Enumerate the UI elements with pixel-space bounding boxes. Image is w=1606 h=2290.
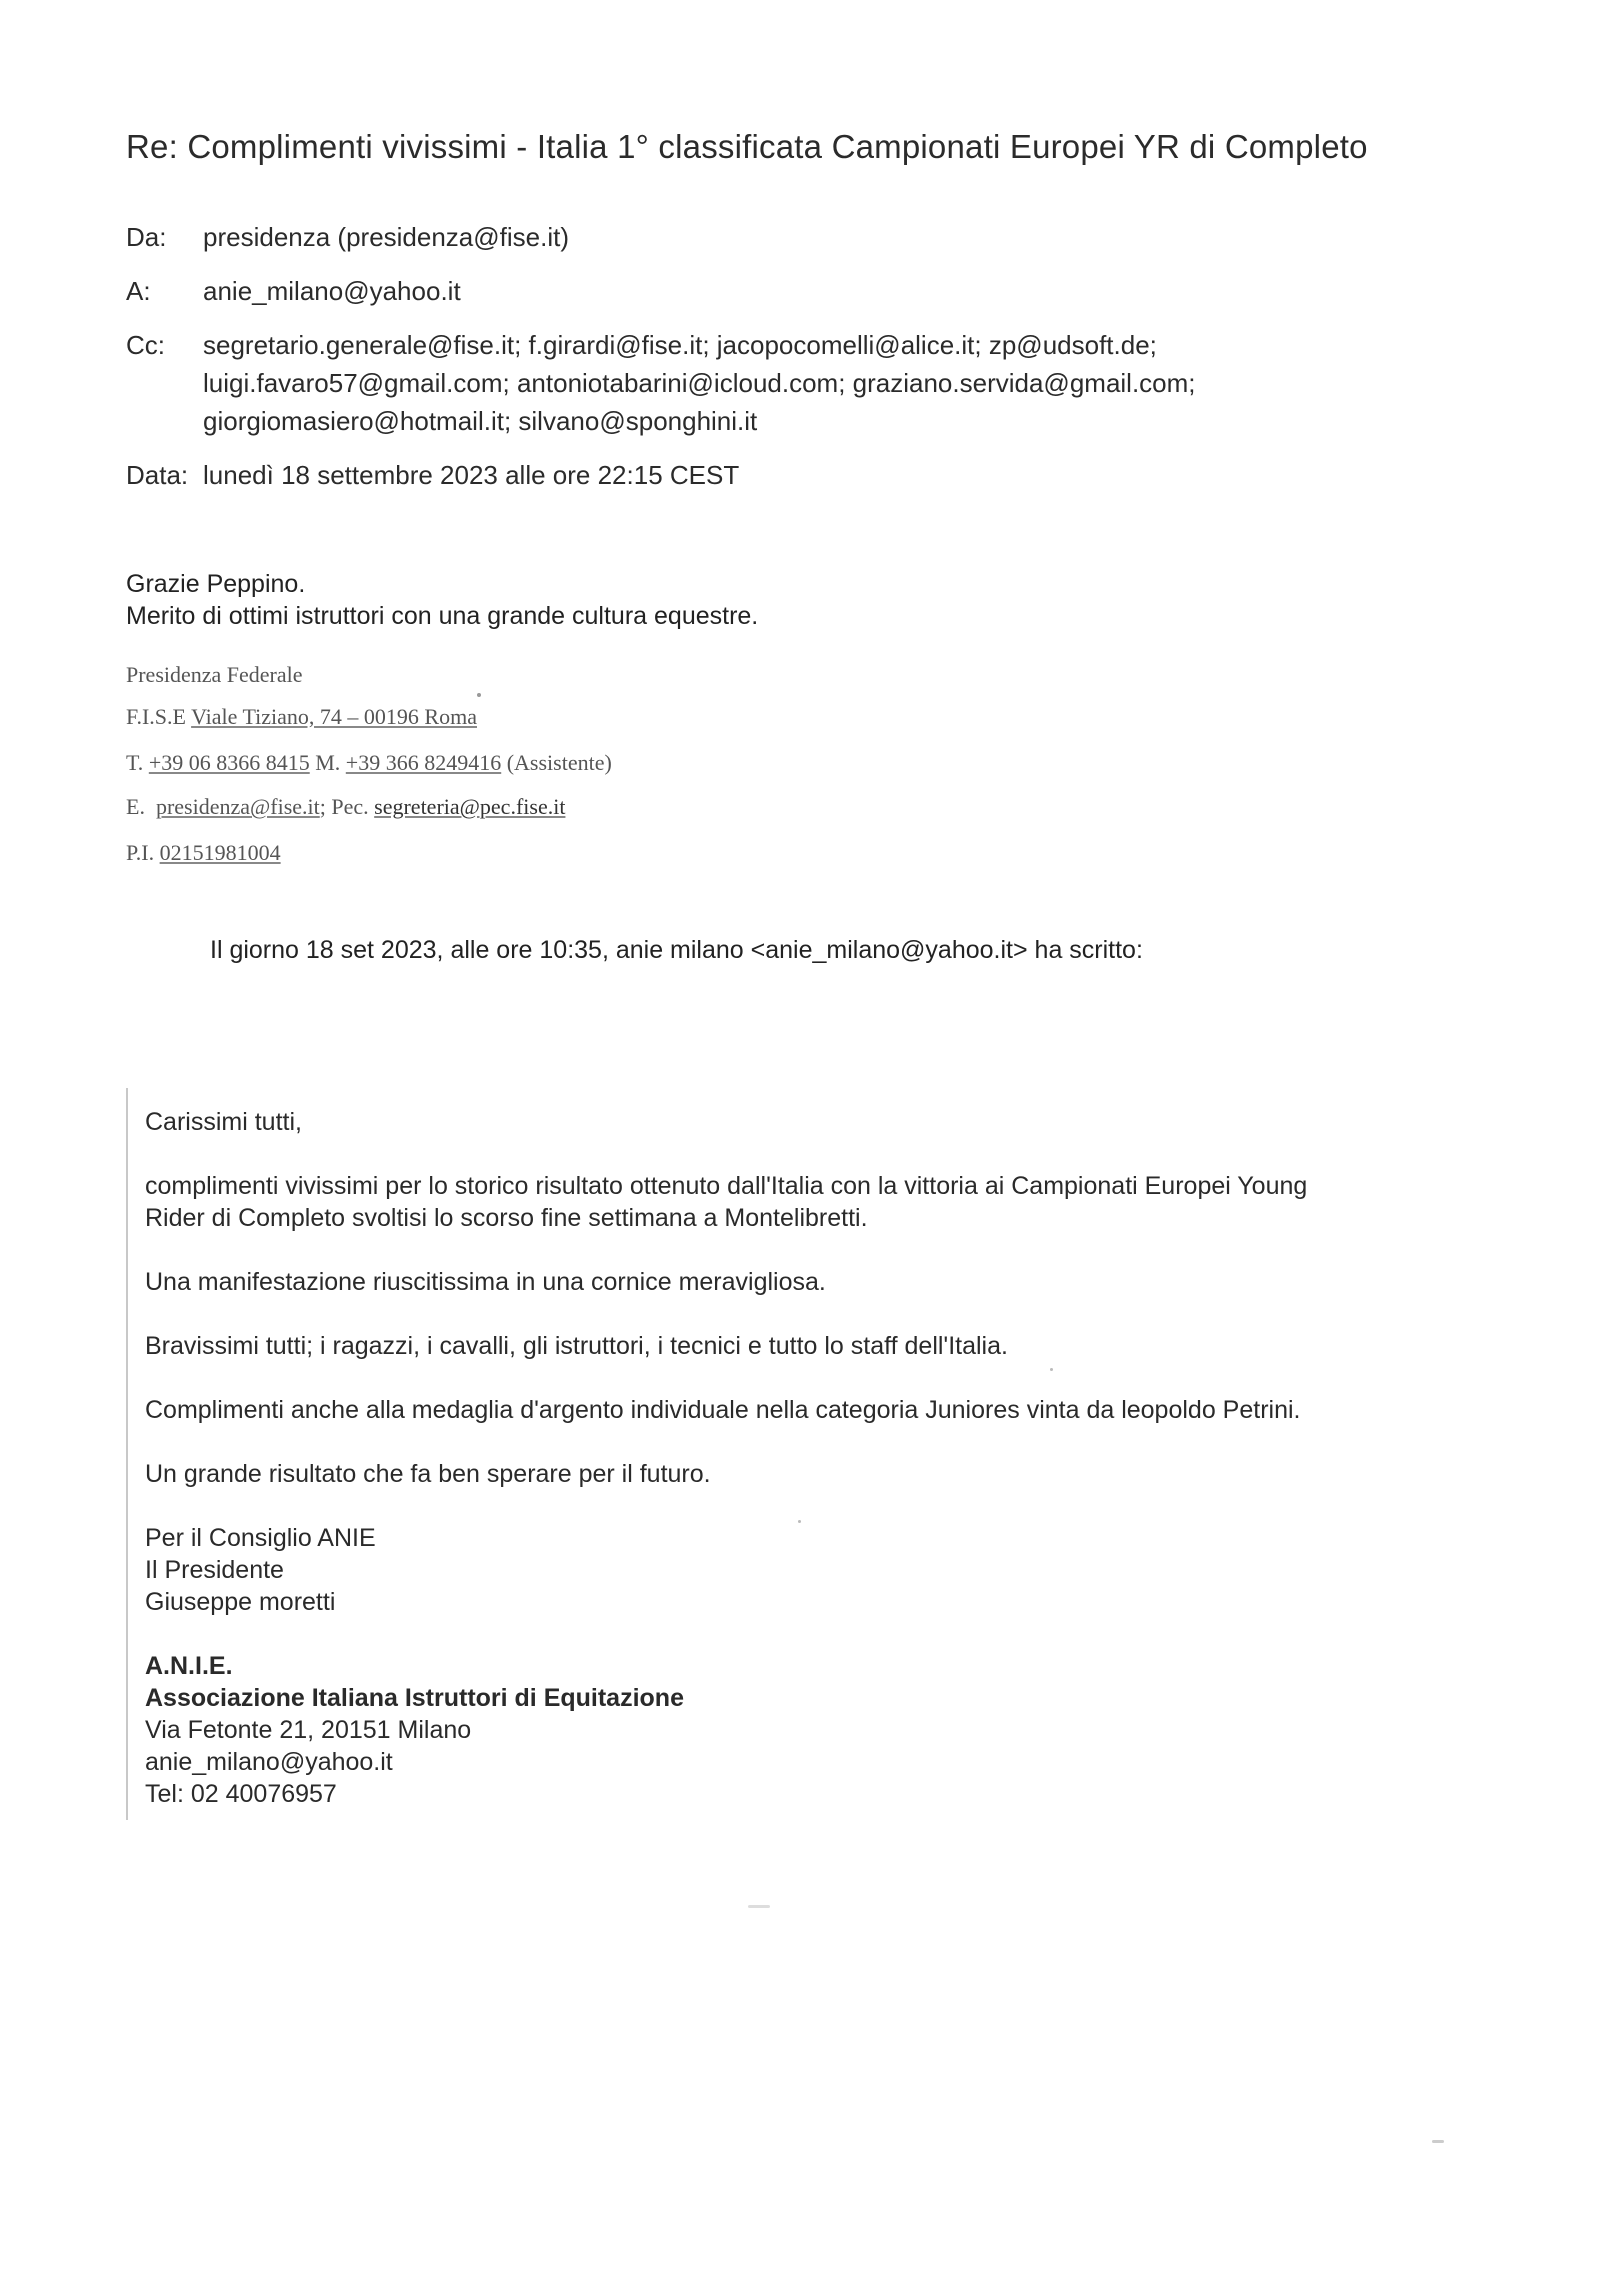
quoted-org-address: Via Fetonte 21, 20151 Milano: [145, 1716, 472, 1744]
scan-speck: [798, 1520, 801, 1523]
quoted-greeting: Carissimi tutti,: [145, 1108, 302, 1136]
signature-mobile[interactable]: +39 366 8249416: [345, 750, 502, 775]
signature-mobile-note: (Assistente): [506, 750, 612, 775]
signature-office: Presidenza Federale: [126, 662, 303, 687]
email-subject: Re: Complimenti vivissimi - Italia 1° classificata Campionati Europei YR di Completo: [126, 128, 1368, 165]
reply-line: Grazie Peppino.: [126, 570, 306, 598]
cc-label: Cc:: [126, 330, 165, 360]
quoted-org-full: Associazione Italiana Istruttori di Equitazione: [145, 1684, 684, 1712]
scan-speck: [1432, 2140, 1444, 2143]
scan-speck: [477, 693, 481, 697]
signature-email-link[interactable]: presidenza@fise.it: [155, 794, 320, 819]
quoted-org-short: A.N.I.E.: [145, 1652, 233, 1680]
scan-speck: [748, 1905, 770, 1908]
quoted-paragraph: Una manifestazione riuscitissima in una cornice meravigliosa.: [145, 1268, 826, 1296]
quoted-paragraph: complimenti vivissimi per lo storico risultato ottenuto dall'Italia con la vittoria ai Campionati Europei Young: [145, 1172, 1308, 1200]
to-value: anie_milano@yahoo.it: [203, 276, 461, 306]
quoted-org-tel: Tel: 02 40076957: [145, 1780, 337, 1808]
quoted-closing: Giuseppe moretti: [145, 1588, 336, 1616]
from-label: Da:: [126, 222, 167, 252]
quoted-paragraph: Rider di Completo svoltisi lo scorso fine settimana a Montelibretti.: [145, 1204, 868, 1232]
quoted-paragraph: Complimenti anche alla medaglia d'argento individuale nella categoria Juniores vinta da leopoldo Petrini.: [145, 1396, 1301, 1424]
quote-intro: Il giorno 18 set 2023, alle ore 10:35, anie milano <anie_milano@yahoo.it> ha scritto:: [210, 936, 1143, 964]
quoted-paragraph: Un grande risultato che fa ben sperare per il futuro.: [145, 1460, 711, 1488]
signature-address-line: [126, 704, 477, 730]
signature-phone-line: [126, 750, 612, 776]
signature-org: F.I.S.E: [126, 704, 186, 729]
cc-line-2: luigi.favaro57@gmail.com; antoniotabarini@icloud.com; graziano.servida@gmail.com;: [203, 368, 1196, 398]
signature-pec-prefix: ; Pec.: [319, 794, 369, 819]
quote-bar: [126, 1088, 128, 1820]
signature-email-line: [126, 794, 565, 820]
signature-vat: 02151981004: [159, 840, 281, 865]
quoted-paragraph: Bravissimi tutti; i ragazzi, i cavalli, gli istruttori, i tecnici e tutto lo staff dell'Italia.: [145, 1332, 1008, 1360]
signature-email-prefix: E.: [126, 794, 145, 819]
date-value: lunedì 18 settembre 2023 alle ore 22:15 CEST: [203, 460, 740, 490]
scan-speck: [1050, 1368, 1053, 1371]
date-label: Data:: [126, 460, 189, 490]
signature-phone[interactable]: +39 06 8366 8415: [148, 750, 310, 775]
signature-mobile-prefix: M.: [315, 750, 341, 775]
quoted-org-email: anie_milano@yahoo.it: [145, 1748, 393, 1776]
cc-line-1: segretario.generale@fise.it; f.girardi@fise.it; jacopocomelli@alice.it; zp@udsoft.de;: [203, 330, 1157, 360]
cc-line-3: giorgiomasiero@hotmail.it; silvano@sponghini.it: [203, 406, 758, 436]
from-value: presidenza (presidenza@fise.it): [203, 222, 570, 252]
quoted-closing: Per il Consiglio ANIE: [145, 1524, 376, 1552]
quoted-closing: Il Presidente: [145, 1556, 284, 1584]
signature-vat-prefix: P.I.: [126, 840, 155, 865]
reply-body: [126, 568, 758, 632]
signature-pec-link[interactable]: segreteria@pec.fise.it: [374, 794, 566, 819]
signature-phone-prefix: T.: [126, 750, 144, 775]
reply-line: Merito di ottimi istruttori con una grande cultura equestre.: [126, 602, 759, 630]
signature-vat-line: [126, 840, 281, 866]
to-label: A:: [126, 276, 151, 306]
signature-address: Viale Tiziano, 74 – 00196 Roma: [191, 704, 477, 729]
